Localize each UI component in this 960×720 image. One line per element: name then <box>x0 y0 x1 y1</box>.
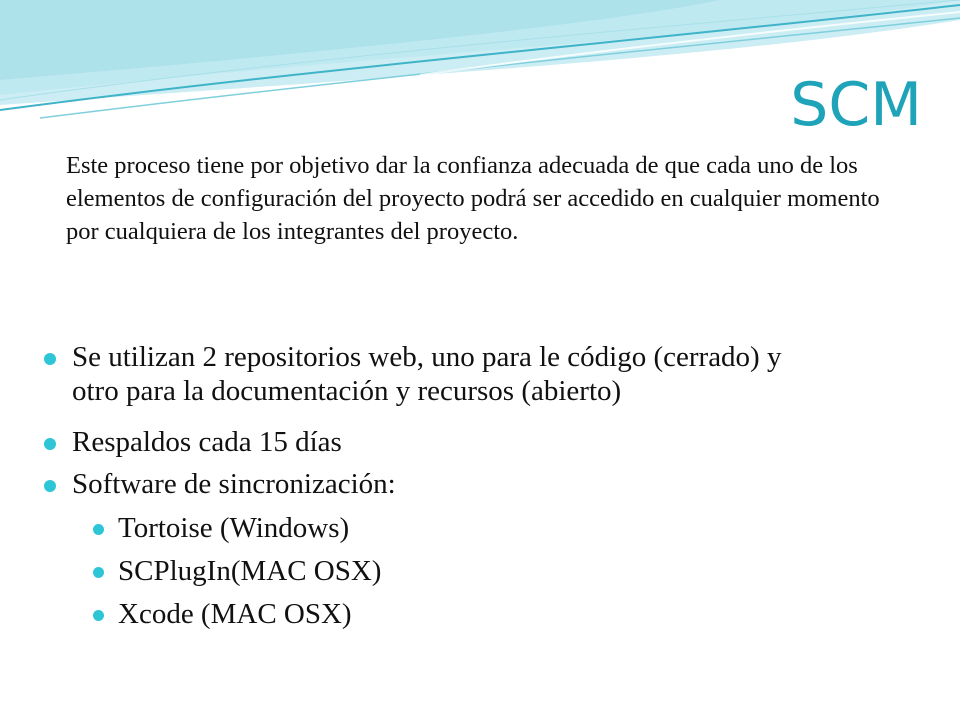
sub-bullet-item <box>0 511 960 545</box>
slide-title: SCM <box>790 70 922 140</box>
sub-bullet-text: Xcode (MAC OSX) <box>118 598 352 630</box>
sub-bullet-item <box>0 597 960 631</box>
sub-bullet-text: SCPlugIn(MAC OSX) <box>118 555 382 587</box>
sub-bullet-item <box>0 554 960 588</box>
bullet-list <box>0 340 960 640</box>
bullet-item <box>0 467 832 501</box>
bullet-text: Software de sincronización: <box>72 468 396 500</box>
bullet-dot-icon <box>93 524 104 535</box>
bullet-text: Se utilizan 2 repositorios web, uno para le código (cerrado) y otro para la documentación y recursos (abierto) <box>72 341 782 407</box>
bullet-dot-icon <box>93 610 104 621</box>
bullet-text: Respaldos cada 15 días <box>72 426 342 458</box>
bullet-dot-icon <box>93 567 104 578</box>
bullet-dot-icon <box>44 480 56 492</box>
bullet-dot-icon <box>44 438 56 450</box>
sub-bullet-text: Tortoise (Windows) <box>118 512 350 544</box>
bullet-item <box>0 425 832 459</box>
bullet-dot-icon <box>44 353 56 365</box>
bullet-item <box>0 340 832 408</box>
intro-paragraph: Este proceso tiene por objetivo dar la confianza adecuada de que cada uno de los elementos de configuración del proyecto podrá ser accedido en cualquier momento por cualquiera de los integrantes del proyecto. <box>66 152 880 245</box>
